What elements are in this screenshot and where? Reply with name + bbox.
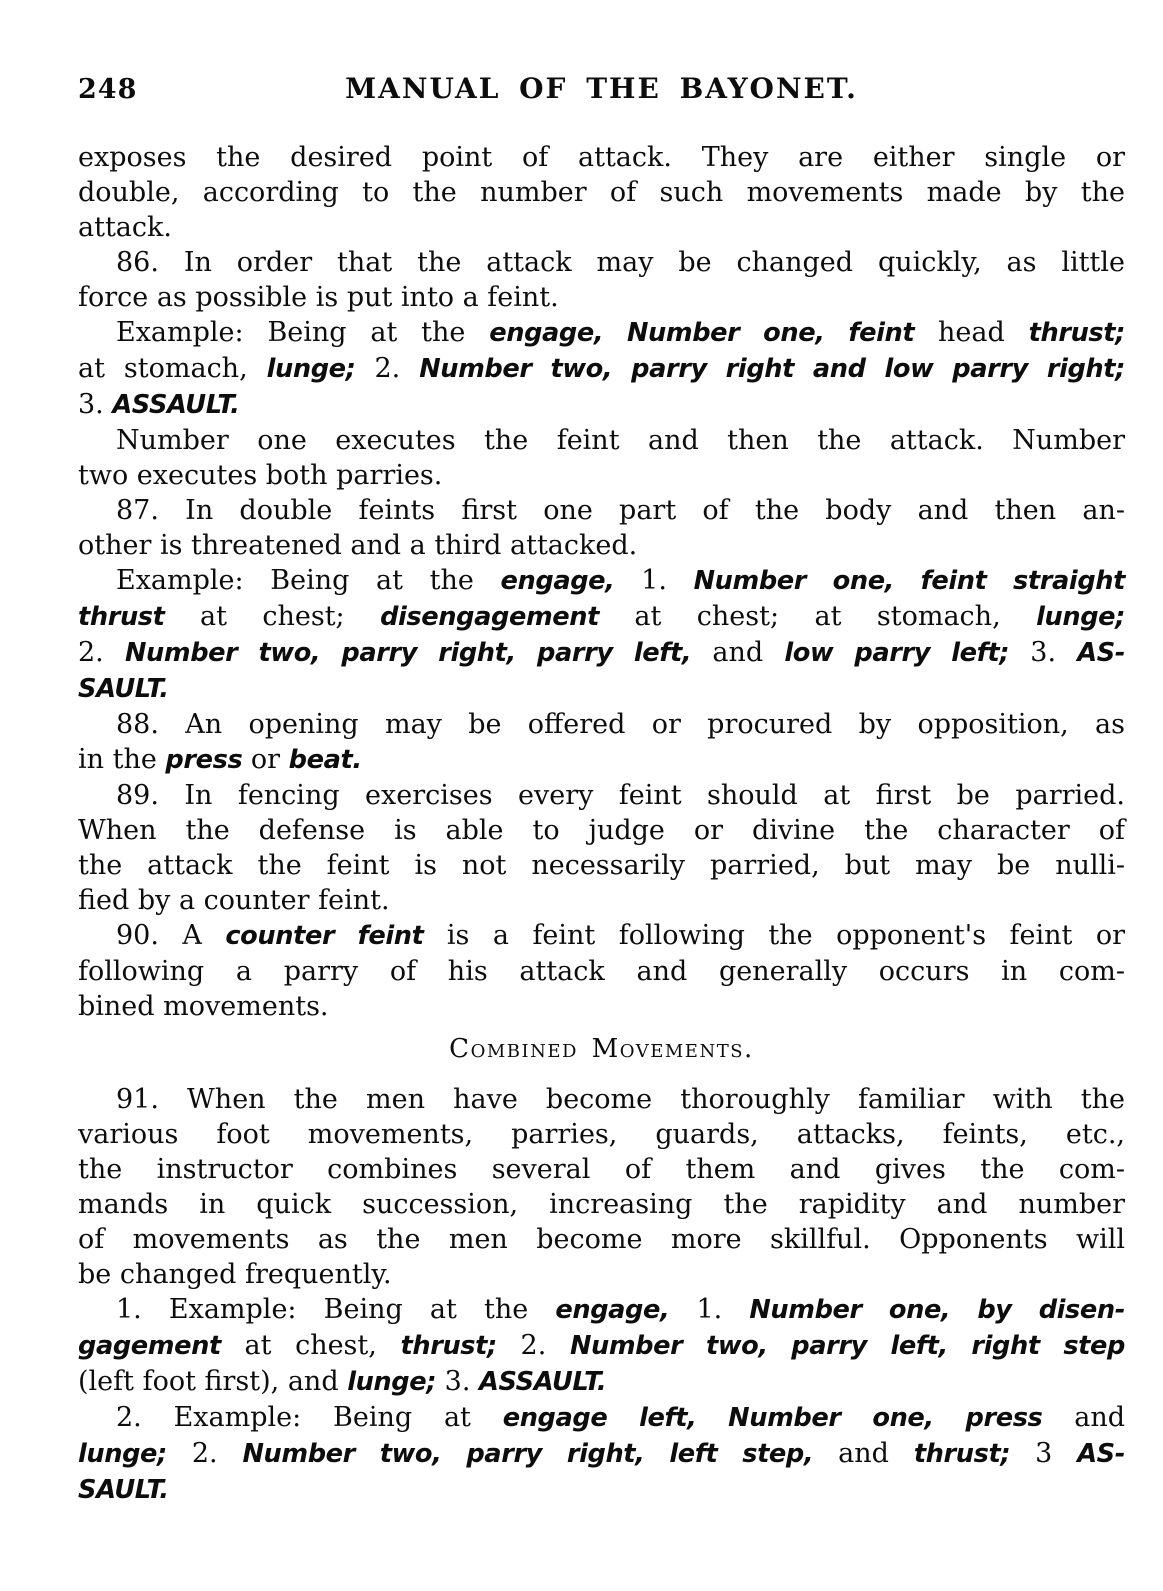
command-text: lunge; (1036, 602, 1125, 632)
text-line (78, 989, 1125, 1024)
body-text: 3 (1010, 1438, 1078, 1469)
command-text: AS- (1077, 638, 1126, 668)
body-text: fied by a counter feint. (78, 885, 390, 916)
body-text: 87. In double feints first one part of the body and then an- (116, 495, 1125, 526)
command-text: low parry left; (784, 638, 1010, 668)
body-text: two executes both parries. (78, 460, 443, 491)
text-line (78, 315, 1125, 351)
body-text: be changed frequently. (78, 1259, 392, 1290)
command-text: engage, (500, 566, 615, 596)
command-text: SAULT. (78, 674, 169, 704)
body-text: double, according to the number of such movements made by the (78, 177, 1125, 208)
text-line (78, 707, 1125, 742)
command-text: Number two, parry right, parry left, (124, 638, 692, 668)
text-line (78, 883, 1125, 918)
body-text: 2. (78, 637, 125, 668)
command-text: beat. (288, 745, 362, 775)
command-text: thrust (78, 602, 165, 632)
command-text: lunge; (347, 1367, 437, 1397)
page-body (78, 140, 1125, 1508)
body-text: 3. (436, 1366, 480, 1397)
text-line (78, 280, 1125, 315)
body-text: in the (78, 744, 166, 775)
text-line (78, 210, 1125, 245)
body-text: When the defense is able to judge or divine the character of (78, 815, 1125, 846)
paragraph (78, 140, 1125, 245)
section-heading: Combined Movements. (449, 1034, 754, 1064)
body-text: exposes the desired point of attack. They are either single or (78, 142, 1125, 173)
body-text: at stomach, (78, 353, 267, 384)
command-text: lunge; (78, 1439, 167, 1469)
text-line (78, 954, 1125, 989)
command-text: ASSAULT. (479, 1367, 607, 1397)
running-header (78, 72, 1125, 112)
body-text: 2. Example: Being at (116, 1402, 503, 1433)
body-text: at chest, (220, 1330, 401, 1361)
body-text: mands in quick succession, increasing the rapidity and number (78, 1189, 1125, 1220)
body-text: other is threatened and a third attacked. (78, 530, 638, 561)
command-text: gagement (78, 1331, 221, 1361)
text-line (78, 635, 1125, 671)
text-line (78, 387, 1125, 423)
body-text: at chest; at stomach, (598, 601, 1037, 632)
body-text: the attack the feint is not necessarily parried, but may be nulli- (78, 850, 1125, 881)
text-line (78, 563, 1125, 599)
command-text: engage, (555, 1295, 670, 1325)
text-line (78, 918, 1125, 954)
paragraph (78, 245, 1125, 315)
body-text: Example: Being at the (116, 317, 490, 348)
command-text: Number one, by disen- (749, 1295, 1125, 1325)
body-text: 1. (669, 1294, 750, 1325)
page-number: 248 (78, 74, 138, 105)
body-text: and (691, 637, 785, 668)
body-text: or (242, 744, 289, 775)
page-title: MANUAL OF THE BAYONET. (345, 72, 858, 105)
body-text: of movements as the men become more skillful. Opponents will (78, 1224, 1125, 1255)
text-line (78, 1436, 1125, 1472)
command-text: lunge; (266, 354, 356, 384)
command-text: engage, Number one, feint (489, 318, 915, 348)
text-line (78, 1472, 1125, 1508)
text-line (78, 1152, 1125, 1187)
text-line (78, 848, 1125, 883)
paragraph (78, 707, 1125, 778)
body-text: and (813, 1438, 914, 1469)
text-line (78, 140, 1125, 175)
command-text: SAULT. (78, 1475, 169, 1505)
body-text: is a feint following the opponent's feint or (423, 920, 1125, 951)
text-line (78, 778, 1125, 813)
command-text: ASSAULT. (112, 390, 240, 420)
text-line (78, 1222, 1125, 1257)
paragraph (78, 778, 1125, 918)
body-text: 90. A (116, 920, 226, 951)
text-line (78, 1117, 1125, 1152)
body-text: at chest; (164, 601, 381, 632)
paragraph (78, 918, 1125, 1024)
body-text: 88. An opening may be offered or procured by opposition, as (116, 709, 1125, 740)
body-text: the instructor combines several of them and gives the com- (78, 1154, 1125, 1185)
body-text: 3. (78, 389, 113, 420)
text-line (78, 599, 1125, 635)
text-line (78, 423, 1125, 458)
body-text: (left foot first), and (78, 1366, 348, 1397)
paragraph (78, 423, 1125, 493)
text-line (78, 351, 1125, 387)
body-text: force as possible is put into a feint. (78, 282, 559, 313)
text-line (78, 1257, 1125, 1292)
paragraph (78, 1400, 1125, 1508)
text-line (78, 1292, 1125, 1328)
text-line (78, 1328, 1125, 1364)
body-text: Number one executes the feint and then the attack. Number (116, 425, 1125, 456)
command-text: Number two, parry right and low parry right; (419, 354, 1125, 384)
text-line (78, 493, 1125, 528)
body-text: bined movements. (78, 991, 329, 1022)
body-text: 2. (166, 1438, 243, 1469)
body-text: 2. (355, 353, 420, 384)
body-text: 3. (1009, 637, 1078, 668)
body-text: 91. When the men have become thoroughly familiar with the (116, 1084, 1125, 1115)
body-text: and (1042, 1402, 1125, 1433)
command-text: counter feint (225, 921, 424, 951)
text-line (78, 742, 1125, 778)
body-text: following a parry of his attack and generally occurs in com- (78, 956, 1125, 987)
text-line (78, 175, 1125, 210)
text-line (78, 458, 1125, 493)
text-line (78, 1187, 1125, 1222)
body-text: 86. In order that the attack may be changed quickly, as little (116, 247, 1125, 278)
command-text: disengagement (380, 602, 599, 632)
paragraph (78, 493, 1125, 563)
body-text: Example: Being at the (116, 565, 501, 596)
command-text: engage left, Number one, press (502, 1403, 1043, 1433)
command-text: AS- (1077, 1439, 1125, 1469)
body-text: attack. (78, 212, 172, 243)
paragraph (78, 1292, 1125, 1400)
text-line (78, 528, 1125, 563)
command-text: Number one, feint straight (693, 566, 1125, 596)
command-text: thrust; (400, 1331, 497, 1361)
body-text: 1. Example: Being at the (116, 1294, 556, 1325)
paragraph (78, 563, 1125, 707)
text-line (78, 1082, 1125, 1117)
body-text: various foot movements, parries, guards, attacks, feints, etc., (78, 1119, 1125, 1150)
text-line (78, 813, 1125, 848)
command-text: thrust; (1028, 318, 1125, 348)
command-text: Number two, parry right, left step, (242, 1439, 814, 1469)
body-text: 1. (614, 565, 694, 596)
body-text: head (914, 317, 1029, 348)
text-line (78, 671, 1125, 707)
command-text: thrust; (913, 1439, 1011, 1469)
body-text: 89. In fencing exercises every feint should at first be parried. (116, 780, 1125, 811)
paragraph (78, 315, 1125, 423)
command-text: press (165, 745, 243, 775)
command-text: Number two, parry left, right step (569, 1331, 1125, 1361)
body-text: 2. (496, 1330, 570, 1361)
text-line (78, 1364, 1125, 1400)
paragraph (78, 1082, 1125, 1292)
text-line (78, 245, 1125, 280)
text-line (78, 1400, 1125, 1436)
